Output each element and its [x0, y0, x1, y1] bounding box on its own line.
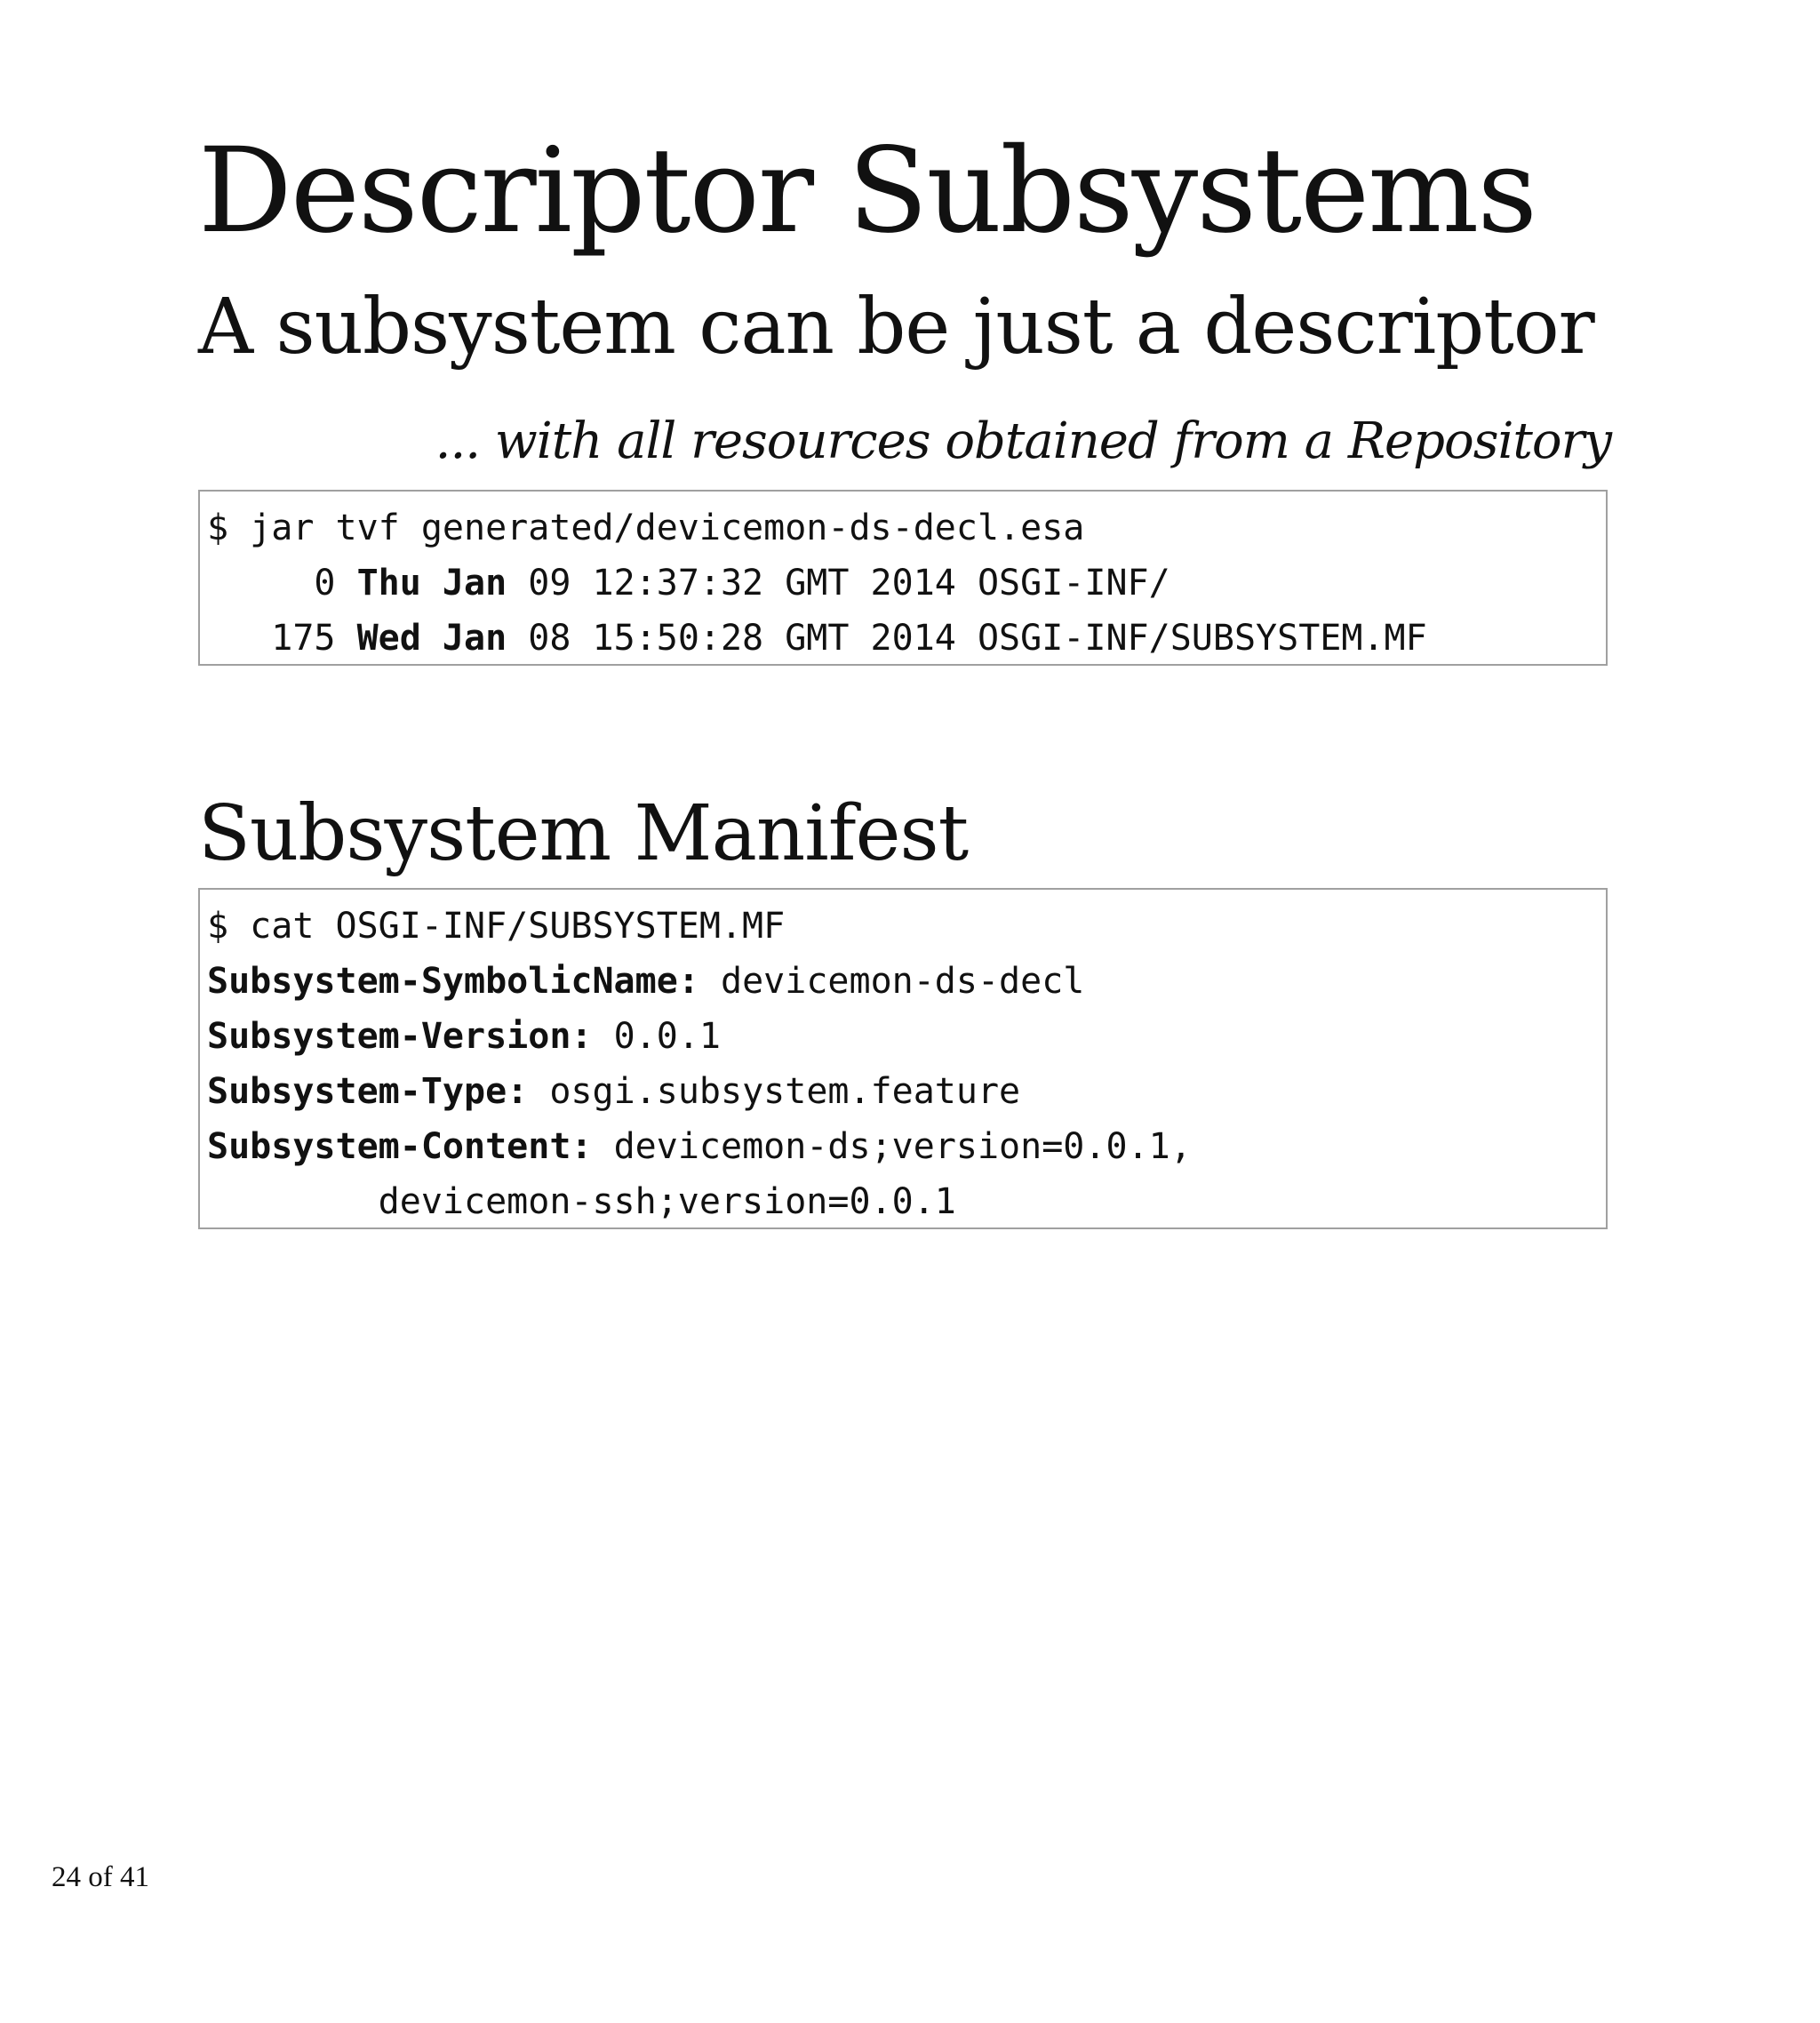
page-number: 24 of 41 — [52, 1861, 149, 1893]
jar-command-line: $ jar tvf generated/devicemon-ds-decl.esa — [207, 508, 1085, 548]
slide-subtitle: A subsystem can be just a descriptor — [198, 283, 1594, 372]
jar-entry-line — [207, 611, 1606, 666]
slide-tagline: ... with all resources obtained from a Repository — [435, 412, 1611, 470]
manifest-header-key: Subsystem-Type — [207, 1071, 507, 1112]
jar-entry-day: Thu Jan — [356, 563, 507, 604]
manifest-code-block — [198, 888, 1608, 1229]
jar-entry-line — [207, 556, 1606, 611]
jar-entry-size: 175 — [207, 618, 357, 659]
manifest-header-value: devicemon-ds;version=0.0.1, — [592, 1126, 1192, 1167]
cat-command-line: $ cat OSGI-INF/SUBSYSTEM.MF — [207, 906, 786, 947]
manifest-header-line — [207, 1119, 1606, 1174]
manifest-header-key: Subsystem-SymbolicName — [207, 961, 678, 1002]
manifest-header-line — [207, 1064, 1606, 1119]
jar-entry-rest: 09 12:37:32 GMT 2014 OSGI-INF/ — [507, 563, 1170, 604]
manifest-header-value: 0.0.1 — [592, 1016, 721, 1057]
manifest-header-sep: : — [571, 1016, 593, 1057]
jar-listing-code-block — [198, 490, 1608, 666]
jar-entry-day: Wed Jan — [356, 618, 507, 659]
manifest-heading: Subsystem Manifest — [198, 789, 969, 878]
jar-entry-size: 0 — [207, 563, 357, 604]
manifest-header-value: osgi.subsystem.feature — [528, 1071, 1021, 1112]
jar-entry-rest: 08 15:50:28 GMT 2014 OSGI-INF/SUBSYSTEM.MF — [507, 618, 1427, 659]
manifest-header-sep: : — [677, 961, 699, 1002]
manifest-header-line — [207, 1009, 1606, 1064]
manifest-header-sep: : — [507, 1071, 529, 1112]
manifest-header-value: devicemon-ds-decl — [698, 961, 1085, 1002]
manifest-header-sep: : — [571, 1126, 593, 1167]
manifest-header-line — [207, 954, 1606, 1009]
slide-title: Descriptor Subsystems — [198, 123, 1537, 260]
manifest-header-key: Subsystem-Version — [207, 1016, 571, 1057]
manifest-header-key: Subsystem-Content — [207, 1126, 571, 1167]
manifest-continuation-line: devicemon-ssh;version=0.0.1 — [207, 1181, 956, 1222]
